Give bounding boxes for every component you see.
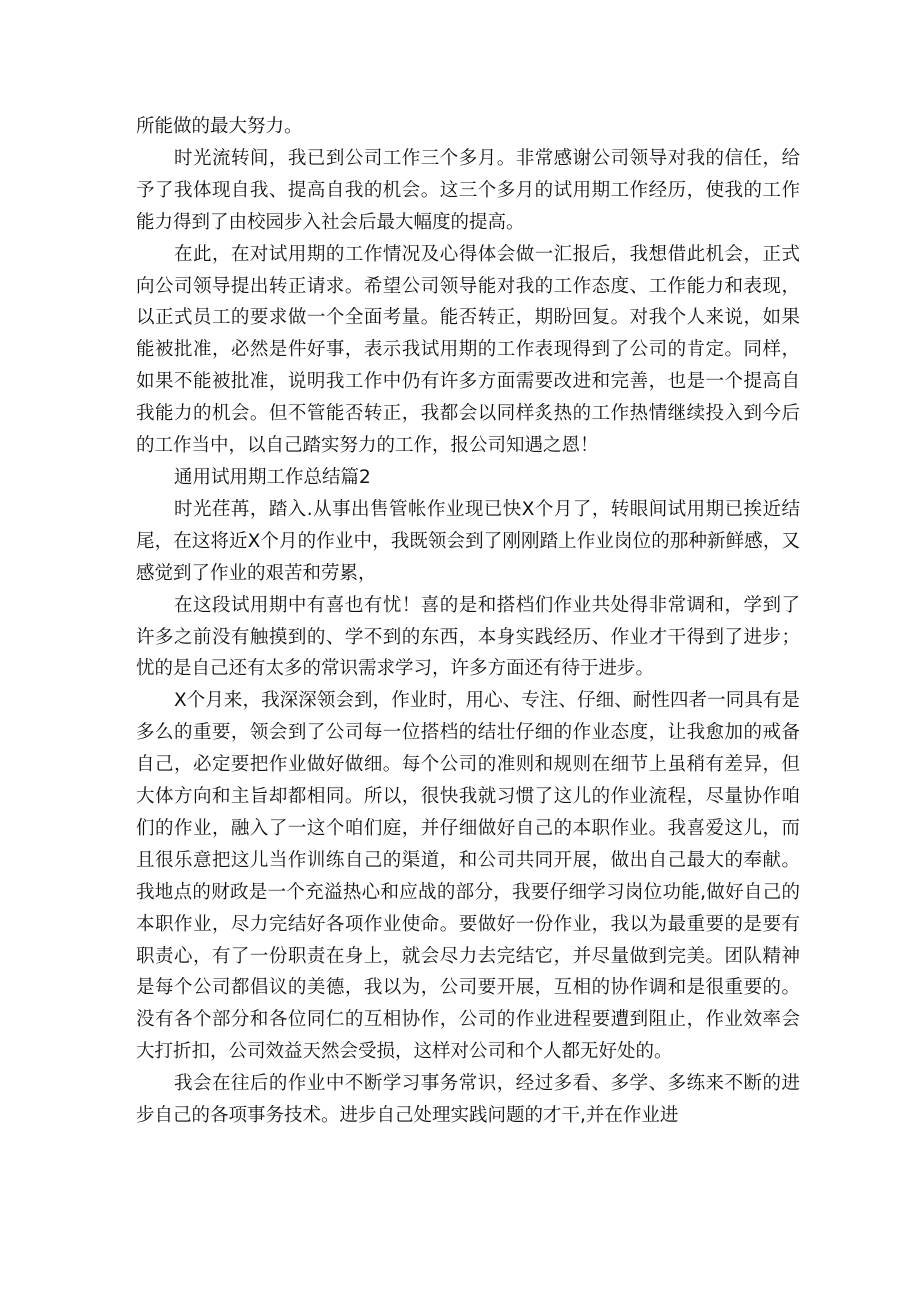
document-body <box>136 111 800 1132</box>
paragraph: 时光荏苒，踏入.从事出售管帐作业现已快X个月了，转眼间试用期已挨近结尾，在这将近X个月的作业中，我既领会到了刚刚踏上作业岗位的那种新鲜感，又感觉到了作业的艰苦和劳累， <box>136 498 800 584</box>
paragraph: 时光流转间，我已到公司工作三个多月。非常感谢公司领导对我的信任，给予了我体现自我、提高自我的机会。这三个多月的试用期工作经历，使我的工作能力得到了由校园步入社会后最大幅度的提高。 <box>136 147 800 233</box>
paragraph: 在此，在对试用期的工作情况及心得体会做一汇报后，我想借此机会，正式向公司领导提出转正请求。希望公司领导能对我的工作态度、工作能力和表现，以正式员工的要求做一个全面考量。能否转正，期盼回复。对我个人来说，如果能被批准，必然是件好事，表示我试用期的工作表现得到了公司的肯定。同样，如果不能被批准，说明我工作中仍有许多方面需要改进和完善，也是一个提高自我能力的机会。但不管能否转正，我都会以同样炙热的工作热情继续投入到今后的工作当中，以自己踏实努力的工作，报公司知遇之恩！ <box>136 243 800 457</box>
paragraph-continuation: 所能做的最大努力。 <box>136 116 303 137</box>
paragraph: 我会在往后的作业中不断学习事务常识，经过多看、多学、多练来不断的进步自己的各项事务技术。进步自己处理实践问题的才干,并在作业进 <box>136 1073 800 1127</box>
section-heading: 通用试用期工作总结篇2 <box>174 466 371 488</box>
paragraph: 在这段试用期中有喜也有忧！喜的是和搭档们作业共处得非常调和，学到了许多之前没有触摸到的、学不到的东西，本身实践经历、作业才干得到了进步；忧的是自己还有太多的常识需求学习，许多方面还有待于进步。 <box>136 594 800 680</box>
paragraph: X个月来，我深深领会到，作业时，用心、专注、仔细、耐性四者一同具有是多么的重要，领会到了公司每一位搭档的结壮仔细的作业态度，让我愈加的戒备自己，必定要把作业做好做细。每个公司的准则和规则在细节上虽稍有差异，但大体方向和主旨却都相同。所以，很快我就习惯了这儿的作业流程，尽量协作咱们的作业，融入了一这个咱们庭，并仔细做好自己的本职作业。我喜爱这儿，而且很乐意把这儿当作训练自己的渠道，和公司共同开展，做出自己最大的奉献。我地点的财政是一个充溢热心和应战的部分，我要仔细学习岗位功能,做好自己的本职作业，尽力完结好各项作业使命。要做好一份作业，我以为最重要的是要有职责心，有了一份职责在身上，就会尽力去完结它，并尽量做到完美。团队精神是每个公司都倡议的美德，我以为，公司要开展，互相的协作调和是很重要的。没有各个部分和各位同仁的互相协作，公司的作业进程要遭到阻止，作业效率会大打折扣，公司效益天然会受损，这样对公司和个人都无好处的。 <box>136 690 800 1063</box>
